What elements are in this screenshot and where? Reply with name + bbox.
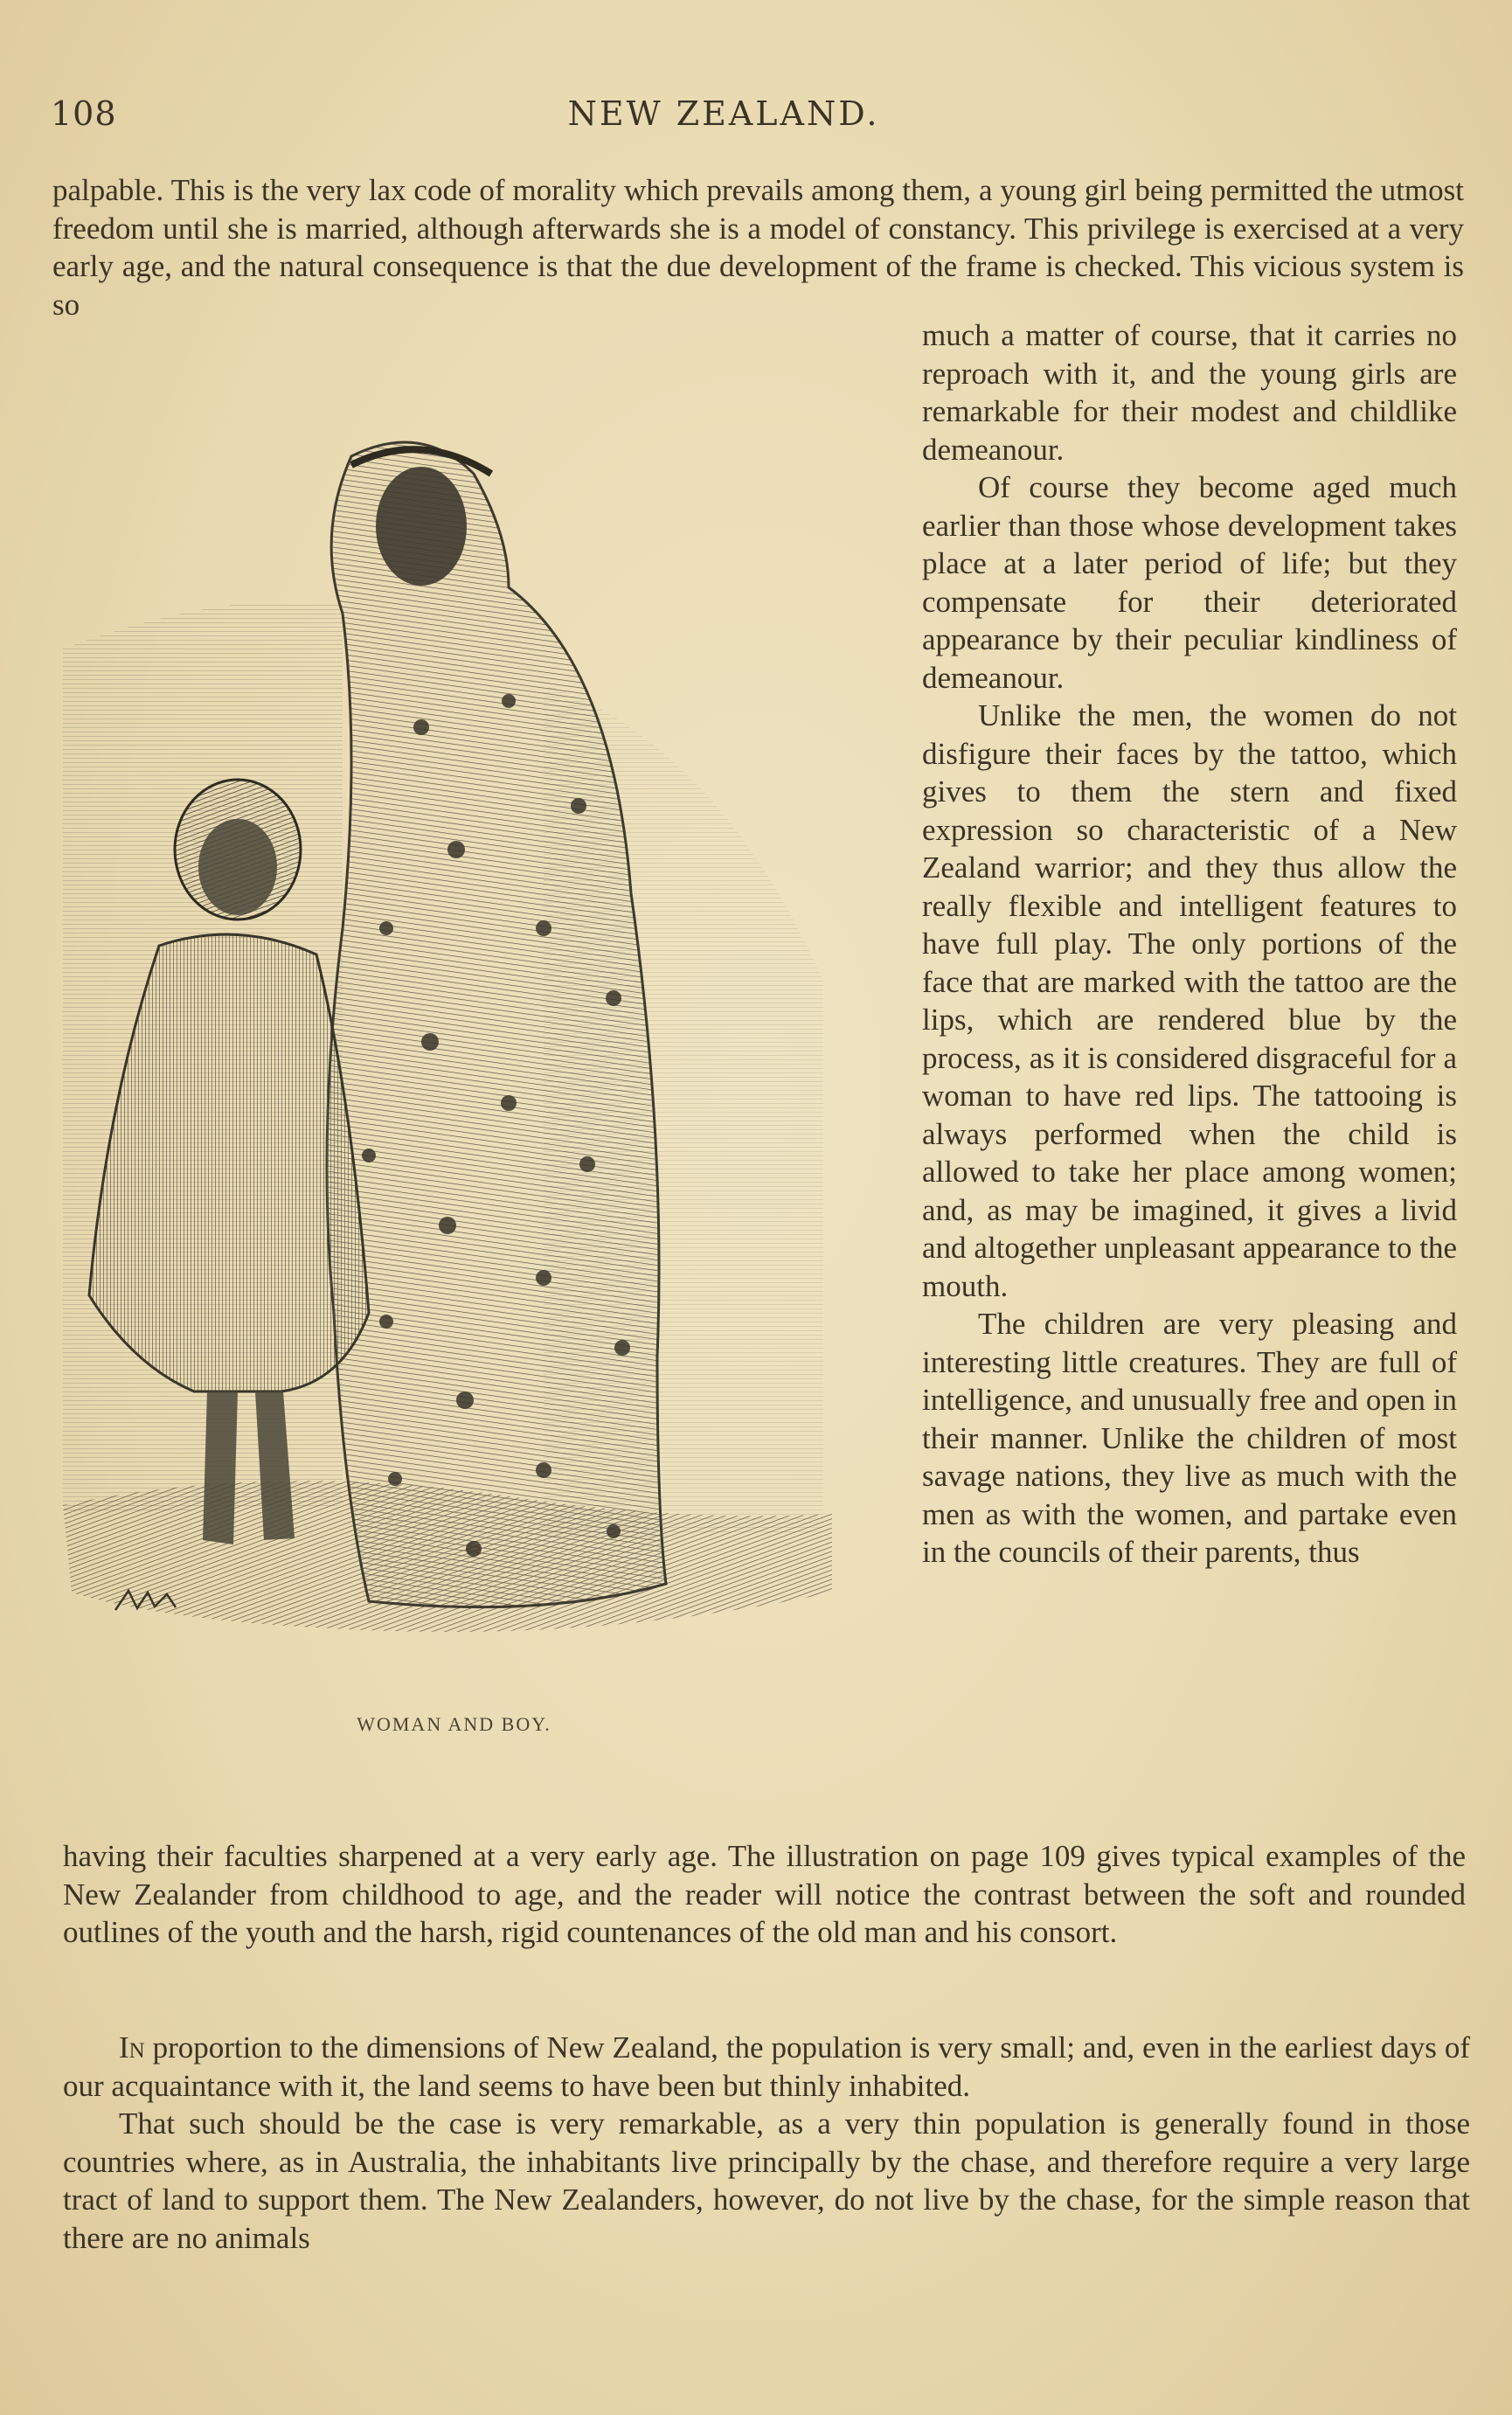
paragraph-side-1: much a matter of course, that it carries no reproach with it, and the young girls are remarkable for their modest and childlike demeanour. [922, 318, 1457, 467]
paragraph-bottom: having their faculties sharpened at a very early age. The illustration on page 109 gives typical examples of the New Zealander from childhood to age, and the reader will notice the contrast between the soft and rounded outlines of the youth and the harsh, rigid countenances of the old man and his consort. [63, 1839, 1466, 1949]
section-initial: In [119, 2030, 145, 2065]
figure-caption: WOMAN AND BOY. [357, 1713, 551, 1735]
woman-cloak [327, 442, 666, 1607]
paragraph-side-4: The children are very pleasing and interesting little creatures. They are full of intelligence, and unusually free and open in their manner. Unlike the children of most savage nations, they live as much with the men as with the women, and partake even in the councils of their parents, thus [922, 1307, 1457, 1569]
section-1-text: proportion to the dimensions of New Zealand, the population is very small; and, even in the earliest days of our acquaintance with it, the land seems to have been but thinly inhabited. [63, 2030, 1470, 2103]
engraving-woman-and-boy-illustration [54, 439, 841, 1697]
new-section [63, 2029, 1470, 2257]
side-column [922, 316, 1457, 1572]
paragraph-section-2: That such should be the case is very remarkable, as a very thin population is generally found in those countries where, as in Australia, the inhabitants live principally by the chase, and therefore require a very large tract of land to support them. The New Zealanders, however, do not live by the chase, for the simple reason that there are no animals [63, 2106, 1470, 2255]
paragraph-side-2: Of course they become aged much earlier than those whose development takes place at a later period of life; but they compensate for their deteriorated appearance by their peculiar kindliness of demeanour. [922, 470, 1457, 695]
paragraph-top: palpable. This is the very lax code of morality which prevails among them, a young girl being permitted the utmost freedom until she is married, although afterwards she is a model of constancy. This privilege is exercised at a very early age, and the natural consequence is that the due development of the frame is checked. This vicious system is so [52, 173, 1464, 322]
page-number: 108 [51, 94, 117, 133]
boy-face [198, 819, 277, 915]
bottom-block [63, 1837, 1466, 1952]
paragraph-side-3: Unlike the men, the women do not disfigure their faces by the tattoo, which gives to them the stern and fixed expression so characteristic of a New Zealand warrior; and they thus allow the really flexible and intelligent features to have full play. The only portions of the face that are marked with the tattoo are the lips, which are rendered blue by the process, as it is considered disgraceful for a woman to have red lips. The tattooing is always performed when the child is allowed to take her place among women; and, as may be imagined, it gives a livid and altogether unpleasant appearance to the mouth. [922, 698, 1457, 1303]
figure [54, 439, 841, 1735]
running-title: NEW ZEALAND. [567, 94, 880, 133]
paragraph-section-1 [63, 2029, 1470, 2105]
woman-face [376, 467, 467, 586]
running-head [51, 94, 1467, 138]
